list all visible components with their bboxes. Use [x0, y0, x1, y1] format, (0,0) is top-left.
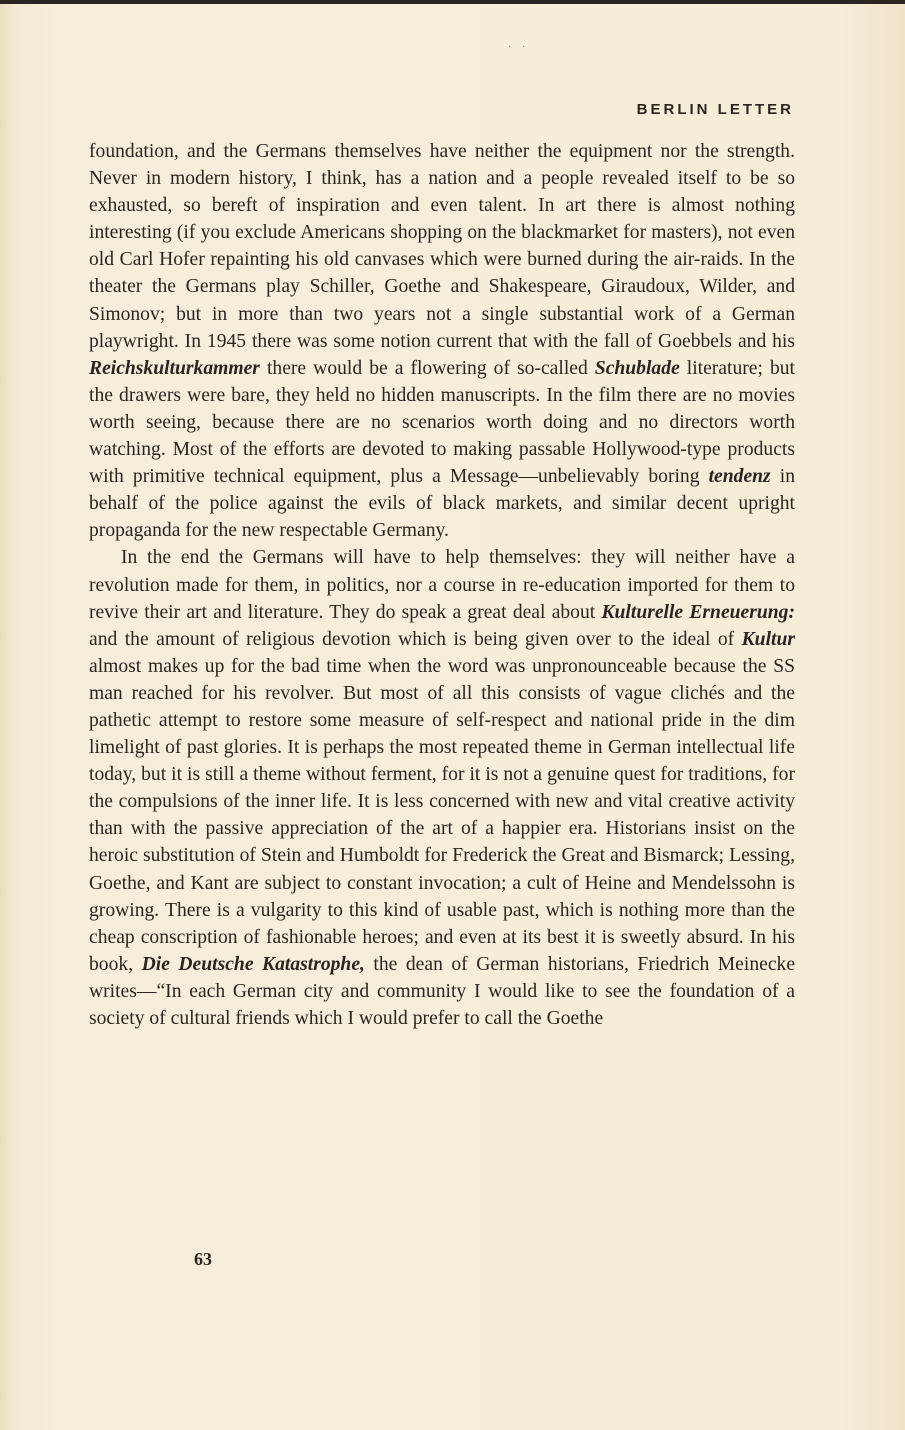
body-text — [89, 138, 795, 1032]
italic-term: Schublade — [594, 357, 680, 379]
text-run: in behalf of the police against the evils of black markets, and similar decent upright propaganda for the new respectable Germany. — [89, 466, 796, 542]
text-run: the dean of German historians, Friedrich Meinecke writes—“In each German city and community I would like to see the foundation of a society of cultural friends which I would prefer to call the Goethe — [89, 953, 796, 1029]
text-run: and the amount of religious devotion which is being given over to the ideal of — [89, 628, 742, 650]
text-run: In the end the Germans will have to help themselves: they will neither have a revolution made for them, in politics, nor a course in re-education imported for them to revive their art and literature. They do speak a great deal about — [89, 547, 795, 623]
italic-term: tendenz — [708, 466, 771, 488]
italic-term: Kulturelle Erneuerung: — [601, 601, 795, 623]
text-run: literature; but the drawers were bare, they held no hidden manuscripts. In the film there are no movies worth seeing, because there are no scenarios worth doing and no directors worth watching. Most of the efforts are devoted to making passable Hollywood-type products with primitive technical equipment, plus a Message—unbelievably boring — [89, 357, 795, 488]
paragraph — [89, 138, 795, 544]
paragraph — [89, 544, 795, 1032]
page-number: 63 — [194, 1249, 212, 1269]
text-run: foundation, and the Germans themselves have neither the equipment nor the strength. Never in modern history, I think, has a nation and a people revealed itself to be so exhausted, so bereft of inspiration and even talent. In art there is almost nothing interesting (if you exclude Americans shopping on the blackmarket for masters), not even old Carl Hofer repainting his old canvases which were burned during the air-raids. In the theater the Germans play Schiller, Goethe and Shakespeare, Giraudoux, Wilder, and Simonov; but in more than two years not a single substantial work of a German playwright. In 1945 there was some notion current that with the fall of Goebbels and his — [89, 141, 795, 352]
print-specks: · · — [508, 42, 530, 53]
italic-term: Reichskulturkammer — [89, 357, 260, 379]
top-edge-rule — [0, 0, 905, 4]
text-run: almost makes up for the bad time when the word was unpronounceable because the SS man reached for his revolver. But most of all this consists of vague clichés and the pathetic attempt to restore some measure of self-respect and national pride in the dim limelight of past glories. It is perhaps the most repeated theme in German intellectual life today, but it is still a theme without ferment, for it is not a genuine quest for traditions, for the compulsions of the inner life. It is less concerned with new and vital creative activity than with the passive appreciation of the art of a happier era. Historians insist on the heroic substitution of Stein and Humboldt for Frederick the Great and Bismarck; Lessing, Goethe, and Kant are subject to constant invocation; a cult of Heine and Mendelssohn is growing. There is a vulgarity to this kind of usable past, which is nothing more than the cheap conscription of fashionable heroes; and even at its best it is sweetly absurd. In his book, — [89, 655, 795, 975]
text-run: there would be a flowering of so-called — [259, 357, 595, 379]
running-head: BERLIN LETTER — [636, 101, 794, 118]
italic-term: Die Deutsche Katastrophe, — [141, 953, 365, 975]
italic-term: Kultur — [741, 628, 795, 650]
